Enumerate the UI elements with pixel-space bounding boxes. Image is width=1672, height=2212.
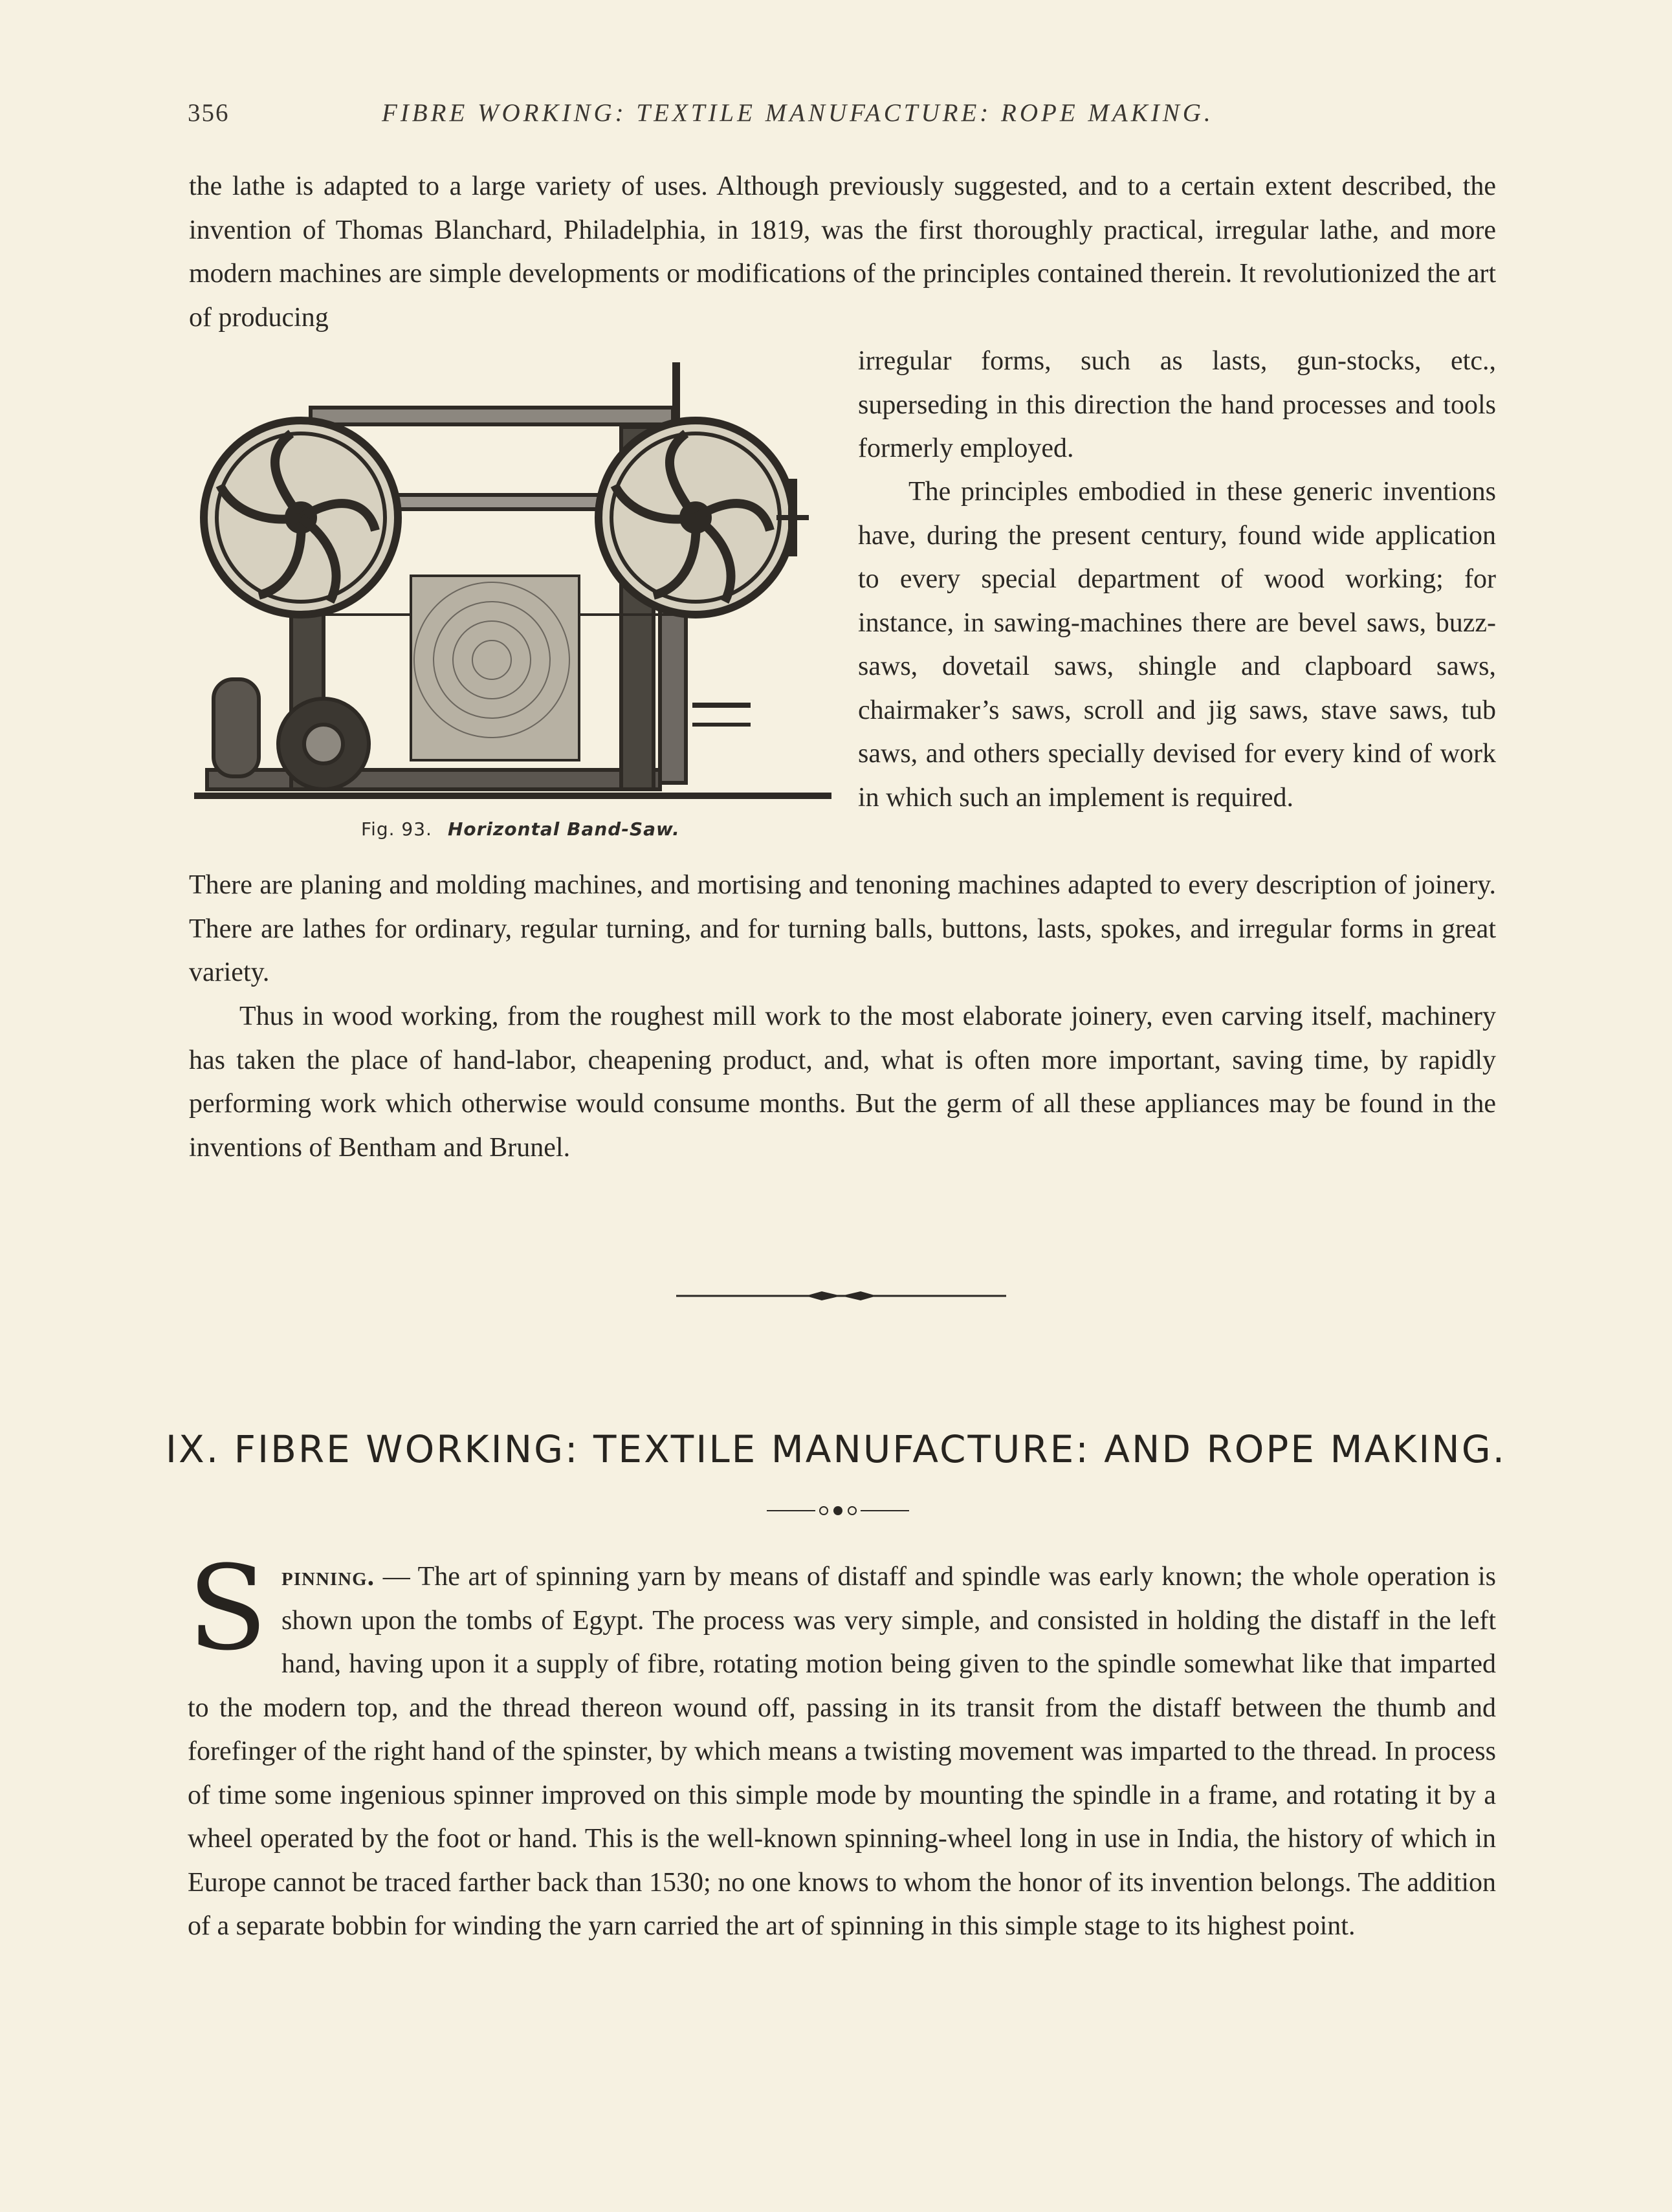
drop-cap: S (188, 1541, 268, 1676)
paragraph-spinning (188, 1541, 1496, 1949)
figure-band-saw (194, 356, 831, 848)
paragraph-lathe-continuation: irregular forms, such as lasts, gun-stocks, etc., superseding in this direction the hand processes and tools formerly employed. (858, 346, 1496, 463)
drop-cap-spacer (188, 1541, 281, 1685)
spinning-text: The art of spinning yarn by means of distaff and spindle was early known; the whole operation is shown upon the tombs of Egypt. The process was very simple, and consisted in holding the distaff in the left hand, having upon it a supply of fibre, rotating motion being given to the spindle somewhat like that imparted to the modern top, and the thread thereon wound off, passing in its transit from the distaff between the thumb and forefinger of the right hand of the spinster, by which means a twisting movement was imparted to the thread. In process of time some ingenious spinner improved on this simple mode by mounting the spindle in a frame, and rotating it by a wheel operated by the foot or hand. This is the well-known spinning-wheel long in use in India, the history of which in Europe cannot be traced farther back than 1530; no one knows to whom the honor of its invention belongs. The addition of a separate bobbin for winding the yarn carried the art of spinning in this simple stage to its highest point. (188, 1562, 1496, 1941)
paragraph-generic-inventions: The principles embodied in these generic inventions have, during the present century, found wide application to every special department of wood working; for instance, in sawing-machines there are bevel saws, buzz-saws, dovetail saws, shingle and clapboard saws, chairmaker’s saws, scroll and jig saws, stave saws, tub saws, and others specially devised for every kind of work in which such an implement is required. (858, 477, 1496, 813)
band-saw-illustration (194, 356, 831, 809)
paragraph-wood-working-summary: Thus in wood working, from the roughest mill work to the most elaborate joinery, even carving itself, machinery has taken the place of hand-labor, cheapening product, and, what is often more important, saving time, by rapidly performing work which otherwise would consume months. But the germ of all these appliances may be found in the inventions of Bentham and Brunel. (189, 1002, 1496, 1163)
section-heading: IX. FIBRE WORKING: TEXTILE MANUFACTURE: AND ROPE MAKING. (165, 1427, 1507, 1471)
figure-number: Fig. 93. (361, 818, 432, 840)
heading-ornament (767, 1501, 909, 1520)
figure-title: Horizontal Band-Saw. (447, 818, 680, 840)
figure-caption (361, 818, 814, 840)
lead-word: pinning. (281, 1562, 375, 1592)
running-title: FIBRE WORKING: TEXTILE MANUFACTURE: ROPE MAKING. (382, 99, 1214, 127)
lead-dash: — (375, 1562, 418, 1592)
page-number: 356 (188, 99, 230, 127)
paragraph-lathe-intro: the lathe is adapted to a large variety of uses. Although previously suggested, and to a certain extent described, the invention of Thomas Blanchard, Philadelphia, in 1819, was the first thoroughly practical, irregular lathe, and more modern machines are simple developments or modifications of the principles contained therein. It revolutionized the art of producing (189, 171, 1496, 333)
section-divider-rule (676, 1286, 1006, 1306)
paragraph-planing-machines: There are planing and molding machines, and mortising and tenoning machines adapted to every description of joinery. There are lathes for ordinary, regular turning, and for turning balls, buttons, lasts, spokes, and irregular forms in great variety. (189, 870, 1496, 987)
